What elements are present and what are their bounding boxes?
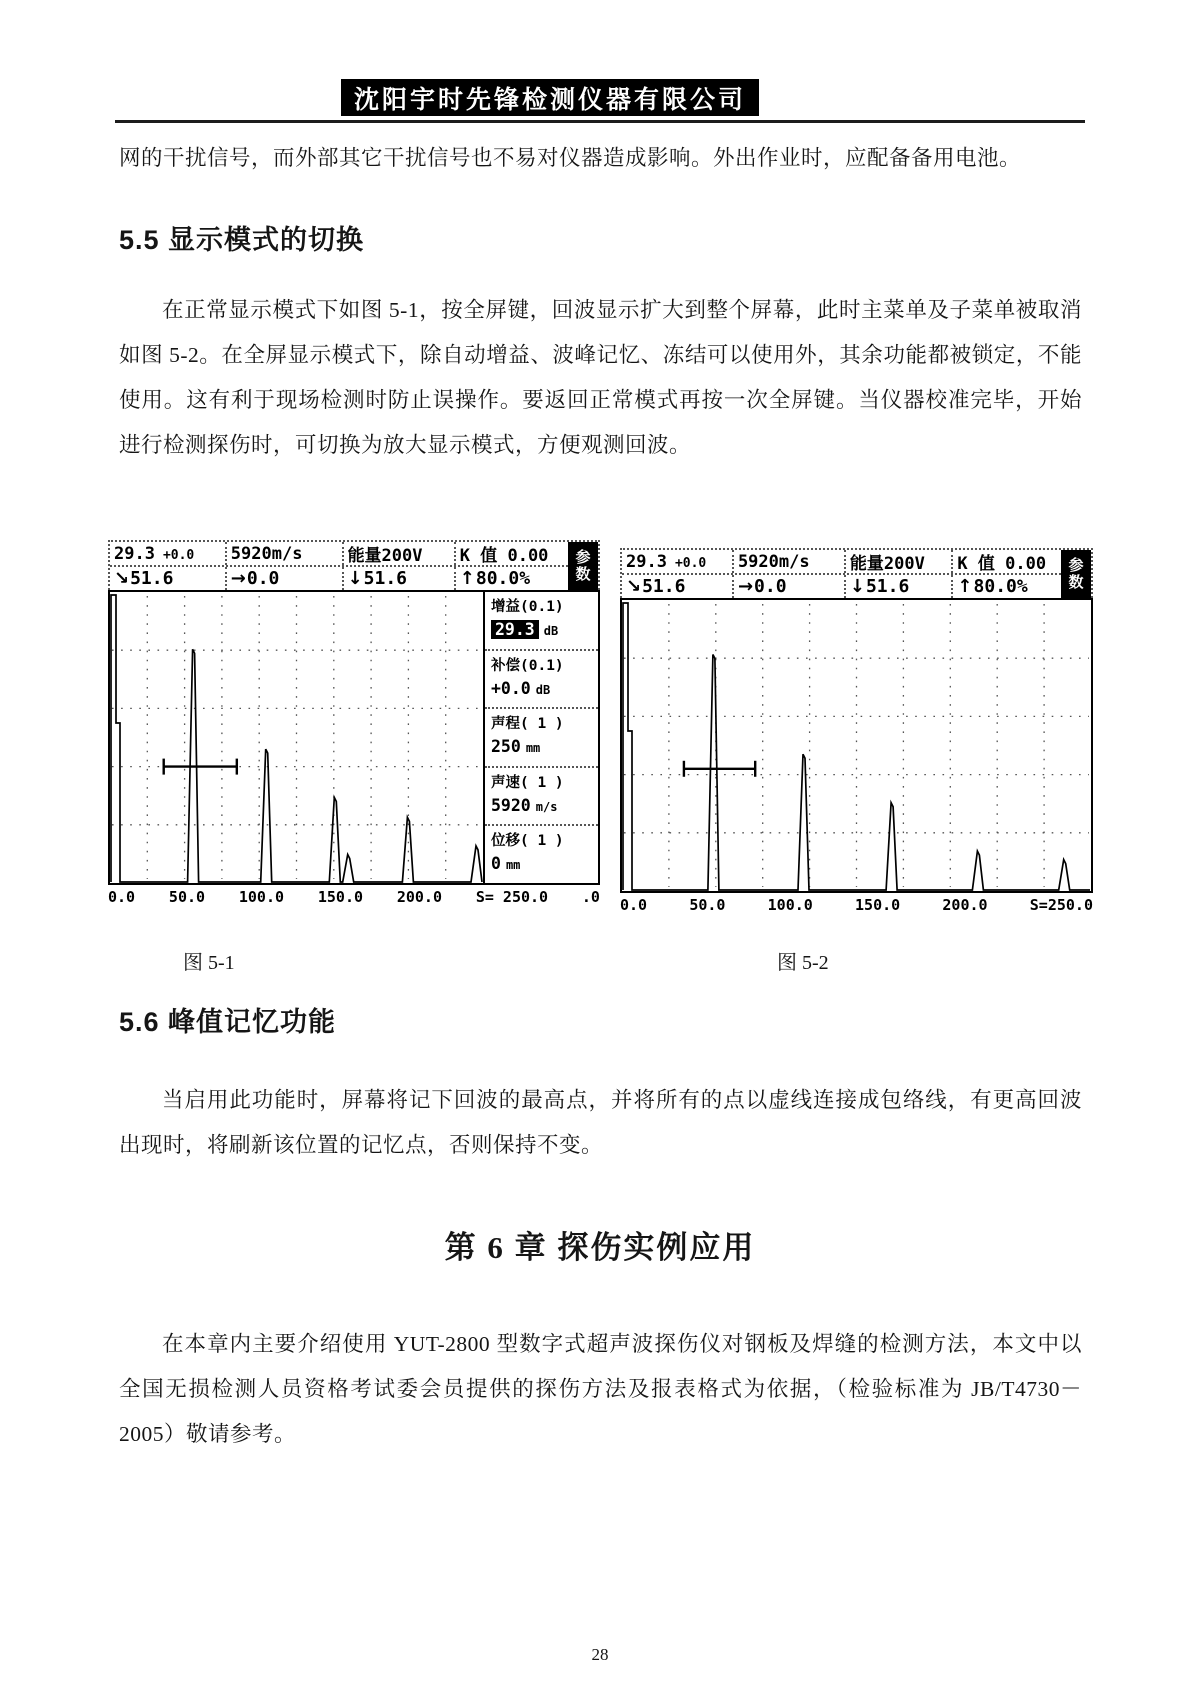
menu-item-compensation[interactable]: 补偿(0.1) +0.0 dB (485, 651, 598, 710)
southeast-arrow-icon: ↘ (626, 576, 642, 597)
southeast-arrow-icon: ↘ (114, 568, 130, 589)
gain-fine-value: +0.0 (162, 548, 195, 563)
up-arrow-icon: ↑ (459, 568, 475, 589)
right-arrow-icon: → (737, 576, 754, 597)
params-menu (483, 592, 598, 883)
status-gain-cell (622, 550, 734, 573)
chapter-6-title: 第 6 章 探伤实例应用 (444, 1230, 756, 1265)
x-axis-scale: 0.0 50.0 100.0 150.0 200.0 S= 250.0 .0 (108, 888, 600, 906)
status-horizontal-cell: → 0.0 (734, 575, 846, 598)
status-soundpath-cell: ↘ 51.6 (622, 575, 734, 598)
gain-fine-value: +0.0 (674, 556, 707, 571)
ascan-waveform (110, 592, 483, 883)
status-bar (108, 540, 600, 590)
status-gain-cell (110, 542, 227, 565)
section-5-6-title: 5.6 峰值记忆功能 (119, 1007, 337, 1037)
page-number: 28 (591, 1645, 609, 1664)
selected-value: 29.3 (491, 620, 539, 639)
section-5-5-title: 5.5 显示模式的切换 (119, 225, 365, 255)
header-divider (115, 120, 1085, 123)
down-arrow-icon: ↓ (849, 576, 865, 597)
company-name: 沈阳宇时先锋检测仪器有限公司 (353, 86, 746, 114)
status-energy-cell: 能量200V (846, 550, 954, 573)
params-menu-tab[interactable]: 参 数 (1061, 550, 1091, 598)
menu-item-range[interactable]: 声程( 1 ) 250 mm (485, 709, 598, 768)
status-kvalue-cell: K 值 0.00 (459, 546, 549, 565)
section-5-5-body: 在正常显示模式下如图 5-1，按全屏键，回波显示扩大到整个屏幕，此时主菜单及子菜单被取消如图 5-2。在全屏显示模式下，除自动增益、波峰记忆、冻结可以使用外，其余功能都被锁定，不能使用。这有利于现场检测时防止误操作。要返回正常模式再按一次全屏键。当仪器校准完毕，开始进行检测探伤时，可切换为放大显示模式，方便观测回波。 (119, 298, 1082, 457)
ascan-waveform (622, 600, 1091, 891)
instrument-screen-normal-mode (108, 540, 600, 906)
up-arrow-icon: ↑ (957, 576, 973, 597)
right-arrow-icon: → (230, 568, 246, 589)
figure-5-2-caption: 图 5-2 (777, 952, 829, 974)
gain-value: 29.3 (114, 543, 155, 564)
figure-5-1-caption: 图 5-1 (183, 952, 235, 974)
status-depth-cell: ↓ 51.6 (846, 575, 954, 598)
down-arrow-icon: ↓ (347, 568, 363, 589)
status-energy-cell: 能量200V (344, 542, 456, 565)
status-horizontal-cell: → 0.0 (227, 567, 344, 590)
status-soundpath-cell: ↘ 51.6 (110, 567, 227, 590)
status-bar (620, 548, 1093, 598)
status-amplitude-cell: ↑ 80.0% (459, 568, 531, 589)
section-5-6-body: 当启用此功能时，屏幕将记下回波的最高点，并将所有的点以虚线连接成包络线，有更高回波出现时，将刷新该位置的记忆点，否则保持不变。 (119, 1088, 1082, 1157)
status-velocity-cell: 5920m/s (734, 550, 846, 573)
menu-item-velocity[interactable]: 声速( 1 ) 5920 m/s (485, 768, 598, 827)
status-depth-cell: ↓ 51.6 (344, 567, 456, 590)
params-menu-tab[interactable]: 参 数 (568, 542, 598, 590)
menu-item-displacement[interactable]: 位移( 1 ) 0 mm (491, 833, 564, 874)
intro-paragraph: 网的干扰信号，而外部其它干扰信号也不易对仪器造成影响。外出作业时，应配备备用电池。 (119, 146, 1022, 170)
status-amplitude-cell: ↑ 80.0% (957, 576, 1028, 597)
company-header-bar (341, 79, 759, 116)
menu-item-gain[interactable]: 增益(0.1) 29.3 dB (485, 592, 598, 651)
status-kvalue-cell: K 值 0.00 (957, 554, 1047, 573)
chapter-6-body: 在本章内主要介绍使用 YUT-2800 型数字式超声波探伤仪对钢板及焊缝的检测方法，本文中以全国无损检测人员资格考试委会员提供的探伤方法及报表格式为依据，（检验标准为 JB/T4730－2005）敬请参考。 (119, 1332, 1082, 1446)
status-velocity-cell: 5920m/s (227, 542, 344, 565)
gain-value: 29.3 (626, 551, 667, 572)
instrument-screen-fullscreen-mode (620, 548, 1093, 914)
x-axis-scale: 0.0 50.0 100.0 150.0 200.0 S=250.0 (620, 896, 1093, 914)
